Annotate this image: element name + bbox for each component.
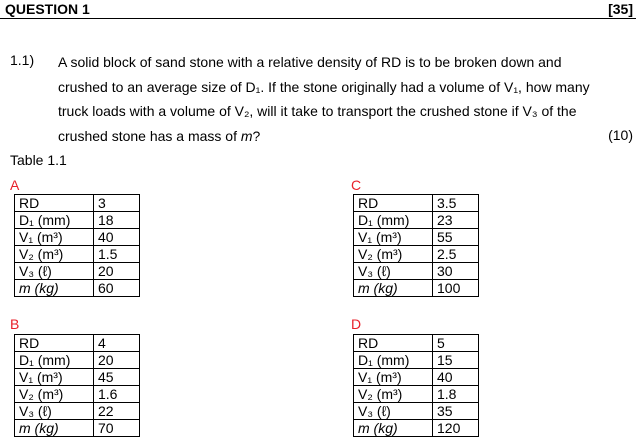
table-row <box>354 386 479 403</box>
table-row <box>354 246 479 263</box>
table-cell-key: D₁ (mm) <box>354 212 433 229</box>
table-cell-key: RD <box>15 335 94 352</box>
table-label-d: D <box>351 316 362 332</box>
table-row <box>15 403 140 420</box>
table-cell-key: RD <box>15 195 94 212</box>
table-cell-key: m (kg) <box>354 280 433 297</box>
table-row <box>354 420 479 437</box>
table-cell-value: 15 <box>433 352 479 369</box>
table-cell-value: 20 <box>94 352 140 369</box>
data-table-b <box>14 334 140 437</box>
table-row <box>15 229 140 246</box>
table-label-c: C <box>351 177 362 193</box>
table-row <box>354 195 479 212</box>
table-cell-key: V₁ (m³) <box>354 369 433 386</box>
table-cell-value: 4 <box>94 335 140 352</box>
table-cell-value: 5 <box>433 335 479 352</box>
table-cell-value: 22 <box>94 403 140 420</box>
question-title: QUESTION 1 <box>5 1 90 17</box>
table-row <box>354 229 479 246</box>
table-row <box>15 386 140 403</box>
table-row <box>15 280 140 297</box>
question-text: A solid block of sand stone with a relative density of RD is to be broken down and crushed to an average size of D₁. If the stone originally had a volume of V₁, how many truck loads with a volume of V₂, will it take to transport the crushed stone if V₃ of the crushed stone has a mass of m? <box>58 54 590 144</box>
table-cell-value: 20 <box>94 263 140 280</box>
table-cell-value: 120 <box>433 420 479 437</box>
table-cell-key: m (kg) <box>15 280 94 297</box>
table-cell-key: D₁ (mm) <box>15 352 94 369</box>
table-cell-key: V₃ (ℓ) <box>354 263 433 280</box>
table-cell-value: 45 <box>94 369 140 386</box>
table-cell-value: 55 <box>433 229 479 246</box>
table-cell-value: 100 <box>433 280 479 297</box>
table-row <box>15 195 140 212</box>
table-label-b: B <box>10 316 20 332</box>
table-cell-key: D₁ (mm) <box>15 212 94 229</box>
table-cell-key: V₂ (m³) <box>15 246 94 263</box>
table-cell-value: 2.5 <box>433 246 479 263</box>
table-cell-key: V₃ (ℓ) <box>354 403 433 420</box>
question-header <box>0 0 636 19</box>
table-cell-value: 3.5 <box>433 195 479 212</box>
table-row <box>15 369 140 386</box>
table-cell-value: 23 <box>433 212 479 229</box>
table-cell-key: V₃ (ℓ) <box>15 263 94 280</box>
table-cell-value: 18 <box>94 212 140 229</box>
table-cell-key: D₁ (mm) <box>354 352 433 369</box>
question-number: 1.1) <box>10 52 35 68</box>
table-cell-key: RD <box>354 335 433 352</box>
table-cell-value: 1.6 <box>94 386 140 403</box>
table-row <box>354 263 479 280</box>
table-cell-value: 70 <box>94 420 140 437</box>
table-cell-value: 3 <box>94 195 140 212</box>
table-cell-key: V₂ (m³) <box>354 386 433 403</box>
table-row <box>15 352 140 369</box>
table-row <box>15 246 140 263</box>
table-cell-key: V₁ (m³) <box>15 229 94 246</box>
data-table-a <box>14 194 140 297</box>
table-cell-value: 40 <box>94 229 140 246</box>
table-cell-value: 1.5 <box>94 246 140 263</box>
table-cell-key: V₂ (m³) <box>354 246 433 263</box>
table-cell-key: V₃ (ℓ) <box>15 403 94 420</box>
table-row <box>15 420 140 437</box>
table-caption: Table 1.1 <box>10 152 67 168</box>
table-cell-key: V₂ (m³) <box>15 386 94 403</box>
table-row <box>354 403 479 420</box>
table-row <box>354 280 479 297</box>
table-row <box>15 263 140 280</box>
table-cell-key: V₁ (m³) <box>15 369 94 386</box>
table-row <box>354 212 479 229</box>
table-row <box>354 352 479 369</box>
table-row <box>354 335 479 352</box>
table-label-a: A <box>10 177 20 193</box>
table-cell-key: V₁ (m³) <box>354 229 433 246</box>
table-cell-value: 1.8 <box>433 386 479 403</box>
table-cell-key: m (kg) <box>15 420 94 437</box>
table-row <box>15 212 140 229</box>
table-cell-value: 60 <box>94 280 140 297</box>
question-total-marks: [35] <box>608 1 633 17</box>
table-row <box>15 335 140 352</box>
question-marks: (10) <box>608 127 633 143</box>
data-table-d <box>353 334 479 437</box>
table-cell-value: 40 <box>433 369 479 386</box>
table-cell-key: m (kg) <box>354 420 433 437</box>
data-table-c <box>353 194 479 297</box>
table-row <box>354 369 479 386</box>
table-cell-value: 35 <box>433 403 479 420</box>
table-cell-key: RD <box>354 195 433 212</box>
table-cell-value: 30 <box>433 263 479 280</box>
